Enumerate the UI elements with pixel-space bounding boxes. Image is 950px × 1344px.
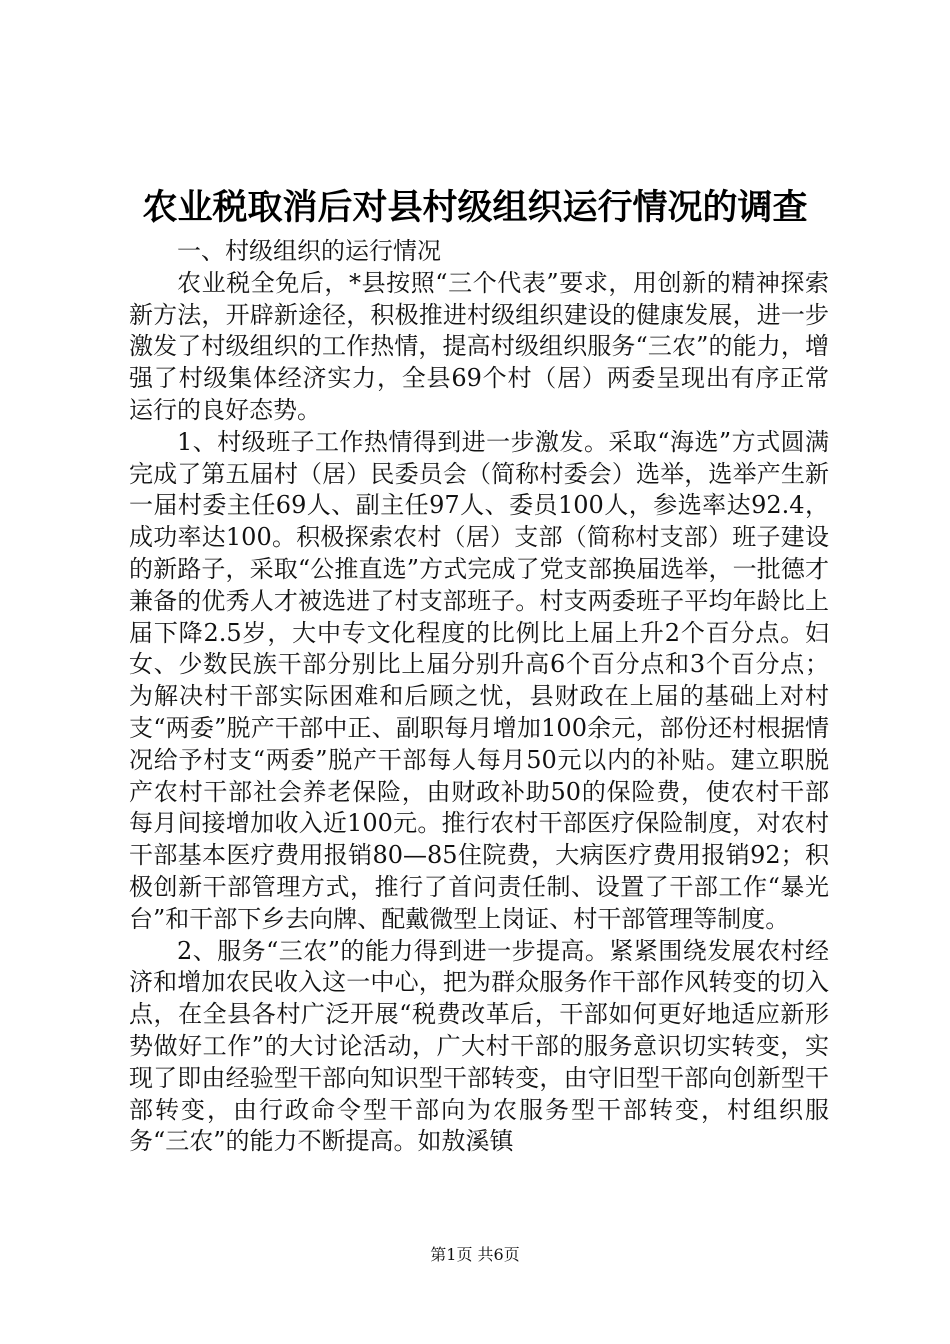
section-heading: 一、村级组织的运行情况 xyxy=(177,237,441,265)
paragraph: 2、服务“三农”的能力得到进一步提高。紧紧围绕发展农村经济和增加农民收入这一中心，把为群众服务作干部作风转变的切入点，在全县各村广泛开展“税费改革后，干部如何更好地适应新形势做好工作”的大讨论活动，广大村干部的服务意识切实转变，实现了即由经验型干部向知识型干部转变，由守旧型干部向创新型干部转变，由行政命令型干部向为农服务型干部转变，村组织服务“三农”的能力不断提高。如敖溪镇 xyxy=(129,936,829,1156)
paragraph: 农业税全免后，*县按照“三个代表”要求，用创新的精神探索新方法，开辟新途径，积极推进村级组织建设的健康发展，进一步激发了村级组织的工作热情，提高村级组织服务“三农”的能力，增强了村级集体经济实力，全县69个村（居）两委呈现出有序正常运行的良好态势。 xyxy=(129,268,829,424)
document-title: 农业税取消后对县村级组织运行情况的调查 xyxy=(142,187,808,228)
document-body xyxy=(129,236,829,1158)
page-number-footer: 第1页 共6页 xyxy=(430,1245,520,1264)
paragraph: 1、村级班子工作热情得到进一步激发。采取“海选”方式圆满完成了第五届村（居）民委员会（简称村委会）选举，选举产生新一届村委主任69人、副主任97人、委员100人，参选率达92.4，成功率达100。积极探索农村（居）支部（简称村支部）班子建设的新路子，采取“公推直选”方式完成了党支部换届选举，一批德才兼备的优秀人才被选进了村支部班子。村支两委班子平均年龄比上届下降2.5岁，大中专文化程度的比例比上届上升2个百分点。妇女、少数民族干部分别比上届分别升高6个百分点和3个百分点；为解决村干部实际困难和后顾之忧，县财政在上届的基础上对村支“两委”脱产干部中正、副职每月增加100余元，部份还村根据情况给予村支“两委”脱产干部每人每月50元以内的补贴。建立职脱产农村干部社会养老保险，由财政补助50的保险费，使农村干部每月间接增加收入近100元。推行农村干部医疗保险制度，对农村干部基本医疗费用报销80—85住院费，大病医疗费用报销92；积极创新干部管理方式，推行了首问责任制、设置了干部工作“暴光台”和干部下乡去向牌、配戴微型上岗证、村干部管理等制度。 xyxy=(129,427,829,933)
